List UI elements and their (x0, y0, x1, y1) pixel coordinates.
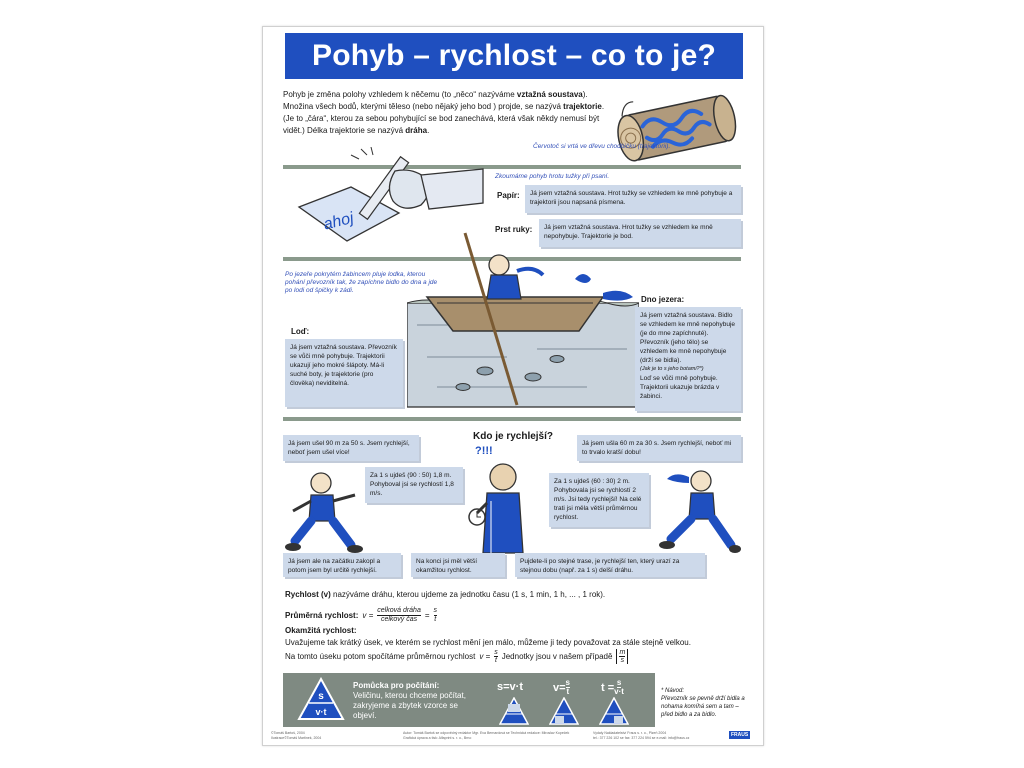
boy-speech: Já jsem ušel 90 m za 50 s. Jsem rychlejší, neboť jsem ušel více! (283, 435, 419, 461)
unit-m: m (619, 649, 626, 656)
units-text: Jednotky jsou v našem případě (501, 651, 613, 661)
formula-t-den: v·t (614, 687, 624, 696)
term-prumerna: Průměrná rychlost: (285, 610, 359, 620)
fraction-t: t (434, 616, 437, 623)
judge-stopwatch-illustration (461, 457, 545, 557)
footer-publisher: Vydaly Nakladatelství Fraus s. r. o., Plzeň 2004 (593, 731, 667, 735)
term-okamzita-label: Okamžitá rychlost: (285, 626, 357, 635)
footer-copyright: ©Tomáš Bartoš, 2004 (271, 731, 305, 735)
note-lake: Po jezeře pokrytém žabincem pluje lodka, kterou pohání převozník tak, že zapíchne bidlo do dna a jde po lodi od špičky k zádi. (285, 271, 438, 294)
note-woodworm: Červotoč si vrtá ve dřevu chodbičku (trajektorii). (533, 143, 671, 150)
definition-speed-text: nazýváme dráhu, kterou ujdeme za jednotku času (1 s, 1 min, 1 h, ... , 1 rok). (330, 590, 606, 599)
lod-label: Loď: (291, 327, 310, 336)
helper-heading: Pomůcka pro počítání: (353, 681, 440, 690)
unit-s: s (620, 657, 625, 664)
boy-runner-illustration (285, 471, 371, 555)
woodworm-log-illustration (615, 83, 741, 167)
instant-speed-text-2: Na tomto úseku potom spočítáme průměrnou rychlost (285, 651, 476, 661)
term-vztazna-soustava: vztažná soustava (516, 90, 583, 99)
triangle-s-covered-icon (499, 697, 529, 725)
formula-s: s=v·t (497, 681, 523, 693)
navod-title: * Návod: (661, 688, 685, 694)
term-trajektorie: trajektorie (563, 102, 602, 111)
intro-paragraph (283, 89, 613, 137)
intro-text-3: . (Je to „čára“, kterou za sebou pohybující se bod zanechává, která však někdy nemusí být vidět.) Délka trajektorie se nazývá (283, 102, 605, 135)
triangle-s: s (318, 691, 324, 702)
calc-girl-box: Za 1 s ujdeš (60 : 30) 2 m. Pohybovala jsi se rychlostí 2 m/s. Jsi tedy rychlejší! Na celé trati jsi měla větší průměrnou rychlost. (549, 473, 649, 527)
papir-label: Papír: (497, 191, 520, 200)
dno-box (635, 307, 741, 411)
poster-title: Pohyb – rychlost – co to je? (285, 33, 743, 79)
lod-box: Já jsem vztažná soustava. Převozník se vůči mně pohybuje. Trajektorii ukazují jeho mokré šlápoty. Má-li suché boty, je trajektorie (pro člověka) neviditelná. (285, 339, 403, 407)
fraction-s: s (433, 607, 438, 614)
exclaim-marks: ?!!! (475, 445, 493, 457)
fraction-s-t (434, 607, 438, 624)
v-equals: v = (362, 610, 374, 620)
formula-t (601, 679, 624, 696)
intro-text-1: Pohyb je změna polohy vzhledem k něčemu (to „něco“ nazýváme (283, 90, 517, 99)
dno-small-note: (Jak je to s jeho botami?*) (640, 366, 704, 372)
poster (262, 26, 764, 746)
term-okamzita (285, 625, 357, 637)
footer-middle (403, 731, 583, 741)
formula-v-left: v= (553, 681, 566, 694)
girl-runner-illustration (655, 467, 741, 557)
footer-contact: tel.: 377 226 102 se fax: 377 224 594 se e-mail: info@fraus.cz (593, 736, 690, 740)
fraction-t-2: t (494, 657, 497, 664)
handwriting-ahoj: ahoj (321, 209, 356, 234)
note-pencil: Zkoumáme pohyb hrotu tužky při psaní. (495, 173, 610, 180)
helper-panel (283, 673, 655, 727)
instant-speed-text-1: Uvažujeme tak krátký úsek, ve kterém se rychlost mění jen málo, můžeme ji tedy považovat za stále stejně velkou. (285, 638, 691, 647)
prst-label: Prst ruky: (495, 225, 533, 234)
boat-lake-illustration (407, 227, 639, 409)
fraction-numerator: celková dráha (377, 607, 421, 614)
formula-t-fraction (614, 679, 624, 696)
formula-v-den: t (566, 687, 570, 696)
calc-boy-box: Za 1 s ujdeš (90 : 50) 1,8 m. Pohyboval jsi se rychlostí 1,8 m/s. (365, 467, 463, 503)
fraction-s-t-2 (494, 649, 498, 664)
helper-triangle-icon (297, 677, 345, 721)
term-draha: dráha (405, 126, 428, 135)
triangle-vt: v·t (315, 707, 327, 717)
fraction-s-2: s (494, 649, 498, 656)
average-speed-formula (285, 607, 437, 624)
term-rychlost: Rychlost (v) (285, 590, 331, 599)
papir-box: Já jsem vztažná soustava. Hrot tužky se vzhledem ke mně pohybuje a trajektorii jsou napsaná písmena. (525, 185, 741, 213)
formula-v-num: s (565, 678, 570, 687)
prst-box: Já jsem vztažná soustava. Hrot tužky se vzhledem ke mně nepohybuje. Trajektorie je bod. (539, 219, 741, 247)
footer-right (593, 731, 723, 741)
dno-text-2: Loď se vůči mně pohybuje. Trajektorii ukazuje brázda v žabinci. (640, 375, 720, 400)
triangle-v-covered-icon (549, 697, 579, 725)
instant-speed-line-2 (285, 649, 741, 664)
helper-text: Veličinu, kterou chceme počítat, zakryjeme a zbytek vzorce se objeví. (353, 691, 466, 720)
girl-speech: Já jsem ušla 60 m za 30 s. Jsem rychlejší, neboť mi to trvalo kratší dobu! (577, 435, 741, 461)
boy-stumble-box: Já jsem ale na začátku zakopl a potom jsem byl určitě rychlejší. (283, 553, 401, 577)
dno-text-1: Já jsem vztažná soustava. Bidlo se vzhledem ke mně nepohybuje (je do mne zapíchnuté). Převozník (jeho tělo) se vzhledem ke mně nepohybuje (drží se bidla). (640, 312, 736, 364)
section-divider-3 (283, 417, 741, 421)
definition-speed (285, 589, 741, 601)
footer-authors: Autor: Tomáš Bartoš se odpovědný redaktor Mgr. Eva Bernardová se Technická redakce: Miroslav Kopeček (403, 731, 570, 735)
instant-speed-box: Na konci jsi měl větší okamžitou rychlost. (411, 553, 505, 577)
equals-sign: = (424, 610, 430, 620)
formula-t-num: s (616, 678, 622, 687)
formula-v (553, 679, 570, 696)
unit-m-per-s (616, 649, 628, 664)
triangle-t-covered-icon (599, 697, 629, 725)
footer-print: Grafická úprava a tisk: Alfaprint s. r. o., Brno (403, 736, 472, 740)
navod-note (661, 687, 751, 719)
navod-text: Převozník se pevně drží bidla a nohama komíhá sem a tam – před bidlo a za bidlo. (661, 696, 745, 718)
race-heading: Kdo je rychlejší? (472, 431, 554, 442)
fraction-draha-cas (377, 607, 421, 624)
v-equals-2: v = (479, 651, 491, 661)
footer-left (271, 731, 321, 741)
formula-t-left: t = (601, 681, 615, 694)
intro-text-2: ). Množina všech bodů, kterými těleso (nebo nějaký jeho bod ) projde, se nazývá (283, 90, 588, 111)
dno-label: Dno jezera: (641, 295, 685, 304)
publisher-logo: FRAUS (731, 732, 749, 738)
fraction-denominator: celkový čas (380, 616, 418, 623)
formula-v-fraction (566, 679, 570, 696)
intro-text-4: . (427, 126, 430, 135)
footer-illustrations: Ilustrace©Tomáš Martinek, 2004 (271, 736, 322, 740)
same-track-box: Pujdete-li po stejné trase, je rychlejší ten, který urazí za stejnou dobu (např. za 1 s) delší dráhu. (515, 553, 705, 577)
